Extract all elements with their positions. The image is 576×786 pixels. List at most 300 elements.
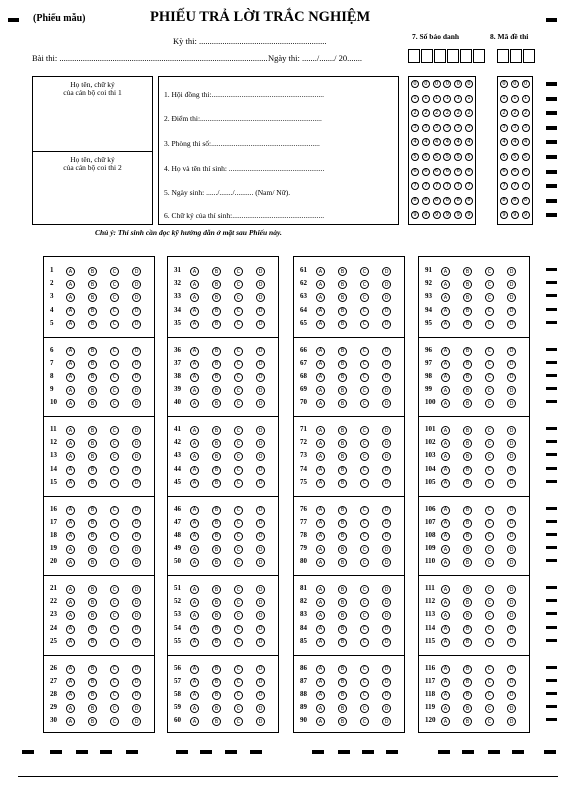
- answer-bubble-a[interactable]: A: [316, 466, 325, 475]
- answer-bubble-a[interactable]: A: [441, 320, 450, 329]
- answer-bubble-b[interactable]: B: [338, 267, 347, 276]
- answer-bubble-d[interactable]: D: [132, 558, 141, 567]
- answer-bubble-c[interactable]: C: [485, 611, 494, 620]
- digit-bubble[interactable]: 5: [422, 153, 430, 161]
- digit-bubble[interactable]: 0: [500, 80, 508, 88]
- answer-bubble-a[interactable]: A: [441, 267, 450, 276]
- answer-bubble-b[interactable]: B: [212, 598, 221, 607]
- answer-bubble-b[interactable]: B: [212, 717, 221, 726]
- answer-bubble-b[interactable]: B: [463, 625, 472, 634]
- digit-bubble[interactable]: 1: [433, 95, 441, 103]
- answer-bubble-a[interactable]: A: [66, 307, 75, 316]
- answer-bubble-a[interactable]: A: [190, 360, 199, 369]
- answer-bubble-d[interactable]: D: [382, 439, 391, 448]
- answer-bubble-a[interactable]: A: [441, 704, 450, 713]
- answer-bubble-d[interactable]: D: [382, 717, 391, 726]
- answer-bubble-b[interactable]: B: [212, 386, 221, 395]
- answer-bubble-c[interactable]: C: [360, 373, 369, 382]
- answer-bubble-c[interactable]: C: [110, 519, 119, 528]
- answer-bubble-b[interactable]: B: [88, 717, 97, 726]
- answer-bubble-a[interactable]: A: [190, 320, 199, 329]
- answer-bubble-a[interactable]: A: [316, 717, 325, 726]
- answer-bubble-a[interactable]: A: [441, 439, 450, 448]
- answer-bubble-d[interactable]: D: [256, 717, 265, 726]
- digit-bubble[interactable]: 5: [511, 153, 519, 161]
- digit-bubble[interactable]: 4: [411, 138, 419, 146]
- answer-bubble-c[interactable]: C: [110, 665, 119, 674]
- digit-bubble[interactable]: 8: [465, 197, 473, 205]
- answer-bubble-a[interactable]: A: [316, 665, 325, 674]
- answer-bubble-c[interactable]: C: [360, 678, 369, 687]
- digit-bubble[interactable]: 3: [511, 124, 519, 132]
- field-room[interactable]: 3. Phòng thi số:..........................................................: [164, 139, 320, 148]
- answer-bubble-a[interactable]: A: [66, 717, 75, 726]
- answer-bubble-a[interactable]: A: [190, 585, 199, 594]
- answer-bubble-d[interactable]: D: [256, 452, 265, 461]
- answer-bubble-b[interactable]: B: [463, 293, 472, 302]
- digit-bubble[interactable]: 6: [443, 168, 451, 176]
- answer-bubble-d[interactable]: D: [507, 360, 516, 369]
- answer-bubble-b[interactable]: B: [463, 280, 472, 289]
- answer-bubble-d[interactable]: D: [132, 625, 141, 634]
- answer-bubble-c[interactable]: C: [110, 466, 119, 475]
- answer-bubble-a[interactable]: A: [441, 585, 450, 594]
- answer-bubble-c[interactable]: C: [110, 638, 119, 647]
- answer-bubble-d[interactable]: D: [507, 399, 516, 408]
- digit-bubble[interactable]: 7: [465, 182, 473, 190]
- candidate-number-boxes[interactable]: [408, 49, 486, 63]
- answer-bubble-d[interactable]: D: [382, 373, 391, 382]
- answer-bubble-d[interactable]: D: [382, 558, 391, 567]
- digit-bubble[interactable]: 7: [411, 182, 419, 190]
- answer-bubble-a[interactable]: A: [441, 466, 450, 475]
- answer-bubble-b[interactable]: B: [338, 625, 347, 634]
- answer-bubble-d[interactable]: D: [132, 532, 141, 541]
- digit-bubble[interactable]: 1: [443, 95, 451, 103]
- answer-bubble-d[interactable]: D: [382, 611, 391, 620]
- answer-bubble-b[interactable]: B: [338, 678, 347, 687]
- digit-bubble[interactable]: 4: [443, 138, 451, 146]
- answer-bubble-d[interactable]: D: [507, 678, 516, 687]
- answer-bubble-c[interactable]: C: [360, 665, 369, 674]
- answer-bubble-c[interactable]: C: [234, 611, 243, 620]
- digit-bubble[interactable]: 7: [422, 182, 430, 190]
- digit-bubble[interactable]: 4: [500, 138, 508, 146]
- answer-bubble-d[interactable]: D: [256, 320, 265, 329]
- answer-bubble-c[interactable]: C: [485, 293, 494, 302]
- answer-bubble-b[interactable]: B: [212, 506, 221, 515]
- answer-bubble-c[interactable]: C: [360, 506, 369, 515]
- answer-bubble-a[interactable]: A: [66, 280, 75, 289]
- answer-bubble-a[interactable]: A: [190, 598, 199, 607]
- digit-bubble[interactable]: 7: [500, 182, 508, 190]
- answer-bubble-c[interactable]: C: [485, 439, 494, 448]
- answer-bubble-d[interactable]: D: [382, 479, 391, 488]
- answer-bubble-b[interactable]: B: [212, 678, 221, 687]
- answer-bubble-d[interactable]: D: [382, 638, 391, 647]
- answer-bubble-d[interactable]: D: [382, 532, 391, 541]
- answer-bubble-b[interactable]: B: [338, 293, 347, 302]
- answer-bubble-c[interactable]: C: [360, 598, 369, 607]
- answer-bubble-b[interactable]: B: [88, 532, 97, 541]
- digit-bubble[interactable]: 7: [522, 182, 530, 190]
- answer-bubble-c[interactable]: C: [110, 267, 119, 276]
- answer-bubble-d[interactable]: D: [382, 360, 391, 369]
- answer-bubble-d[interactable]: D: [507, 320, 516, 329]
- answer-bubble-c[interactable]: C: [485, 532, 494, 541]
- answer-bubble-d[interactable]: D: [507, 267, 516, 276]
- digit-bubble[interactable]: 8: [522, 197, 530, 205]
- answer-bubble-b[interactable]: B: [88, 598, 97, 607]
- field-site[interactable]: 2. Điểm thi:.................................................................: [164, 114, 322, 123]
- answer-bubble-d[interactable]: D: [382, 293, 391, 302]
- answer-bubble-a[interactable]: A: [190, 717, 199, 726]
- answer-bubble-d[interactable]: D: [256, 638, 265, 647]
- answer-bubble-b[interactable]: B: [212, 293, 221, 302]
- answer-bubble-a[interactable]: A: [190, 625, 199, 634]
- answer-bubble-c[interactable]: C: [360, 466, 369, 475]
- answer-bubble-d[interactable]: D: [382, 466, 391, 475]
- answer-bubble-a[interactable]: A: [66, 320, 75, 329]
- answer-bubble-d[interactable]: D: [256, 519, 265, 528]
- digit-bubble[interactable]: 6: [454, 168, 462, 176]
- answer-bubble-c[interactable]: C: [110, 426, 119, 435]
- answer-bubble-c[interactable]: C: [360, 638, 369, 647]
- answer-bubble-d[interactable]: D: [132, 280, 141, 289]
- answer-bubble-b[interactable]: B: [338, 386, 347, 395]
- answer-bubble-b[interactable]: B: [88, 267, 97, 276]
- answer-bubble-d[interactable]: D: [382, 426, 391, 435]
- answer-bubble-a[interactable]: A: [66, 479, 75, 488]
- digit-bubble[interactable]: 0: [465, 80, 473, 88]
- answer-bubble-a[interactable]: A: [190, 439, 199, 448]
- answer-bubble-d[interactable]: D: [256, 347, 265, 356]
- answer-bubble-a[interactable]: A: [441, 506, 450, 515]
- answer-bubble-d[interactable]: D: [507, 506, 516, 515]
- answer-bubble-c[interactable]: C: [110, 386, 119, 395]
- answer-bubble-a[interactable]: A: [441, 426, 450, 435]
- answer-bubble-b[interactable]: B: [88, 307, 97, 316]
- answer-bubble-b[interactable]: B: [463, 307, 472, 316]
- answer-bubble-a[interactable]: A: [316, 452, 325, 461]
- answer-bubble-d[interactable]: D: [256, 506, 265, 515]
- answer-bubble-a[interactable]: A: [190, 665, 199, 674]
- answer-bubble-b[interactable]: B: [88, 466, 97, 475]
- digit-bubble[interactable]: 6: [522, 168, 530, 176]
- answer-bubble-c[interactable]: C: [485, 625, 494, 634]
- answer-bubble-d[interactable]: D: [256, 611, 265, 620]
- answer-bubble-a[interactable]: A: [66, 267, 75, 276]
- digit-bubble[interactable]: 8: [433, 197, 441, 205]
- answer-bubble-d[interactable]: D: [132, 466, 141, 475]
- answer-bubble-b[interactable]: B: [212, 704, 221, 713]
- answer-bubble-a[interactable]: A: [66, 545, 75, 554]
- answer-bubble-b[interactable]: B: [88, 625, 97, 634]
- answer-bubble-b[interactable]: B: [212, 558, 221, 567]
- answer-bubble-a[interactable]: A: [441, 598, 450, 607]
- answer-bubble-c[interactable]: C: [485, 320, 494, 329]
- answer-bubble-c[interactable]: C: [110, 360, 119, 369]
- answer-bubble-a[interactable]: A: [316, 360, 325, 369]
- answer-bubble-c[interactable]: C: [360, 360, 369, 369]
- answer-bubble-d[interactable]: D: [256, 678, 265, 687]
- answer-bubble-c[interactable]: C: [485, 545, 494, 554]
- answer-bubble-a[interactable]: A: [316, 585, 325, 594]
- answer-bubble-b[interactable]: B: [338, 558, 347, 567]
- digit-bubble[interactable]: 2: [511, 109, 519, 117]
- answer-bubble-a[interactable]: A: [316, 426, 325, 435]
- answer-bubble-d[interactable]: D: [132, 386, 141, 395]
- answer-bubble-b[interactable]: B: [463, 665, 472, 674]
- answer-bubble-b[interactable]: B: [338, 717, 347, 726]
- answer-bubble-d[interactable]: D: [507, 625, 516, 634]
- answer-bubble-a[interactable]: A: [66, 532, 75, 541]
- answer-bubble-b[interactable]: B: [88, 585, 97, 594]
- answer-bubble-d[interactable]: D: [507, 519, 516, 528]
- answer-bubble-c[interactable]: C: [485, 360, 494, 369]
- answer-bubble-c[interactable]: C: [234, 665, 243, 674]
- test-code-boxes[interactable]: [497, 49, 536, 63]
- answer-bubble-b[interactable]: B: [212, 545, 221, 554]
- answer-bubble-c[interactable]: C: [110, 506, 119, 515]
- answer-bubble-a[interactable]: A: [441, 399, 450, 408]
- answer-bubble-a[interactable]: A: [316, 704, 325, 713]
- answer-bubble-d[interactable]: D: [256, 665, 265, 674]
- answer-bubble-d[interactable]: D: [256, 466, 265, 475]
- answer-bubble-c[interactable]: C: [485, 479, 494, 488]
- answer-bubble-b[interactable]: B: [338, 320, 347, 329]
- answer-bubble-a[interactable]: A: [190, 691, 199, 700]
- answer-bubble-b[interactable]: B: [463, 545, 472, 554]
- answer-bubble-a[interactable]: A: [316, 267, 325, 276]
- answer-bubble-a[interactable]: A: [190, 386, 199, 395]
- answer-bubble-d[interactable]: D: [507, 691, 516, 700]
- answer-bubble-d[interactable]: D: [507, 293, 516, 302]
- answer-bubble-b[interactable]: B: [463, 532, 472, 541]
- answer-bubble-a[interactable]: A: [441, 611, 450, 620]
- digit-bubble[interactable]: 0: [422, 80, 430, 88]
- answer-bubble-c[interactable]: C: [485, 452, 494, 461]
- answer-bubble-a[interactable]: A: [66, 439, 75, 448]
- answer-bubble-c[interactable]: C: [485, 717, 494, 726]
- answer-bubble-a[interactable]: A: [66, 360, 75, 369]
- answer-bubble-d[interactable]: D: [507, 558, 516, 567]
- answer-bubble-d[interactable]: D: [256, 704, 265, 713]
- field-birthdate[interactable]: 5. Ngày sinh: ....../......./.......... (Nam/ Nữ).: [164, 188, 291, 197]
- answer-bubble-d[interactable]: D: [382, 267, 391, 276]
- digit-bubble[interactable]: 8: [411, 197, 419, 205]
- answer-bubble-b[interactable]: B: [88, 386, 97, 395]
- answer-bubble-d[interactable]: D: [256, 386, 265, 395]
- answer-bubble-d[interactable]: D: [256, 373, 265, 382]
- answer-bubble-a[interactable]: A: [190, 506, 199, 515]
- digit-bubble[interactable]: 9: [465, 211, 473, 219]
- answer-bubble-a[interactable]: A: [316, 611, 325, 620]
- answer-bubble-c[interactable]: C: [360, 439, 369, 448]
- answer-bubble-a[interactable]: A: [441, 717, 450, 726]
- answer-bubble-a[interactable]: A: [190, 267, 199, 276]
- answer-bubble-c[interactable]: C: [485, 399, 494, 408]
- field-council[interactable]: 1. Hội đồng thi:............................................................: [164, 90, 325, 99]
- answer-bubble-b[interactable]: B: [88, 558, 97, 567]
- answer-bubble-b[interactable]: B: [338, 585, 347, 594]
- digit-bubble[interactable]: 0: [443, 80, 451, 88]
- digit-bubble[interactable]: 1: [422, 95, 430, 103]
- digit-bubble[interactable]: 8: [454, 197, 462, 205]
- digit-bubble[interactable]: 2: [443, 109, 451, 117]
- answer-bubble-c[interactable]: C: [360, 293, 369, 302]
- answer-bubble-a[interactable]: A: [66, 519, 75, 528]
- answer-bubble-d[interactable]: D: [507, 717, 516, 726]
- answer-bubble-c[interactable]: C: [234, 452, 243, 461]
- answer-bubble-c[interactable]: C: [234, 479, 243, 488]
- answer-bubble-b[interactable]: B: [338, 307, 347, 316]
- answer-bubble-b[interactable]: B: [338, 439, 347, 448]
- answer-bubble-d[interactable]: D: [382, 598, 391, 607]
- answer-bubble-a[interactable]: A: [316, 280, 325, 289]
- digit-bubble[interactable]: 4: [511, 138, 519, 146]
- answer-bubble-d[interactable]: D: [382, 280, 391, 289]
- answer-bubble-a[interactable]: A: [441, 373, 450, 382]
- answer-bubble-c[interactable]: C: [360, 280, 369, 289]
- answer-bubble-b[interactable]: B: [463, 426, 472, 435]
- answer-bubble-d[interactable]: D: [507, 585, 516, 594]
- answer-bubble-c[interactable]: C: [485, 506, 494, 515]
- answer-bubble-a[interactable]: A: [316, 691, 325, 700]
- answer-bubble-d[interactable]: D: [132, 320, 141, 329]
- answer-bubble-a[interactable]: A: [441, 625, 450, 634]
- answer-bubble-b[interactable]: B: [212, 452, 221, 461]
- answer-bubble-c[interactable]: C: [485, 386, 494, 395]
- answer-bubble-d[interactable]: D: [382, 625, 391, 634]
- digit-bubble[interactable]: 3: [500, 124, 508, 132]
- answer-bubble-a[interactable]: A: [316, 598, 325, 607]
- digit-bubble[interactable]: 8: [422, 197, 430, 205]
- answer-bubble-d[interactable]: D: [256, 545, 265, 554]
- digit-bubble[interactable]: 4: [522, 138, 530, 146]
- answer-bubble-a[interactable]: A: [316, 532, 325, 541]
- answer-bubble-b[interactable]: B: [463, 267, 472, 276]
- answer-bubble-b[interactable]: B: [463, 399, 472, 408]
- answer-bubble-b[interactable]: B: [88, 545, 97, 554]
- answer-bubble-c[interactable]: C: [234, 426, 243, 435]
- answer-bubble-c[interactable]: C: [110, 691, 119, 700]
- answer-bubble-a[interactable]: A: [316, 545, 325, 554]
- answer-bubble-d[interactable]: D: [132, 267, 141, 276]
- answer-bubble-a[interactable]: A: [66, 426, 75, 435]
- answer-bubble-c[interactable]: C: [485, 638, 494, 647]
- answer-bubble-c[interactable]: C: [485, 665, 494, 674]
- answer-bubble-c[interactable]: C: [360, 691, 369, 700]
- answer-bubble-b[interactable]: B: [212, 399, 221, 408]
- answer-bubble-a[interactable]: A: [441, 280, 450, 289]
- digit-bubble[interactable]: 2: [465, 109, 473, 117]
- answer-bubble-a[interactable]: A: [316, 399, 325, 408]
- answer-bubble-d[interactable]: D: [256, 585, 265, 594]
- digit-bubble[interactable]: 3: [522, 124, 530, 132]
- answer-bubble-d[interactable]: D: [256, 267, 265, 276]
- answer-bubble-b[interactable]: B: [212, 466, 221, 475]
- answer-bubble-b[interactable]: B: [463, 611, 472, 620]
- digit-bubble[interactable]: 5: [465, 153, 473, 161]
- digit-bubble[interactable]: 5: [454, 153, 462, 161]
- answer-bubble-d[interactable]: D: [256, 399, 265, 408]
- digit-bubble[interactable]: 9: [433, 211, 441, 219]
- answer-bubble-c[interactable]: C: [234, 399, 243, 408]
- answer-bubble-b[interactable]: B: [212, 426, 221, 435]
- digit-bubble[interactable]: 7: [443, 182, 451, 190]
- answer-bubble-c[interactable]: C: [485, 558, 494, 567]
- digit-bubble[interactable]: 7: [433, 182, 441, 190]
- answer-bubble-c[interactable]: C: [234, 598, 243, 607]
- answer-bubble-c[interactable]: C: [360, 267, 369, 276]
- digit-bubble[interactable]: 2: [454, 109, 462, 117]
- digit-bubble[interactable]: 0: [522, 80, 530, 88]
- digit-bubble[interactable]: 6: [433, 168, 441, 176]
- answer-bubble-d[interactable]: D: [507, 386, 516, 395]
- answer-bubble-a[interactable]: A: [66, 598, 75, 607]
- answer-bubble-d[interactable]: D: [256, 293, 265, 302]
- answer-bubble-d[interactable]: D: [507, 665, 516, 674]
- answer-bubble-b[interactable]: B: [338, 506, 347, 515]
- answer-bubble-d[interactable]: D: [507, 466, 516, 475]
- digit-bubble[interactable]: 0: [411, 80, 419, 88]
- answer-bubble-b[interactable]: B: [88, 611, 97, 620]
- answer-bubble-a[interactable]: A: [66, 293, 75, 302]
- answer-bubble-b[interactable]: B: [463, 452, 472, 461]
- answer-bubble-d[interactable]: D: [132, 347, 141, 356]
- digit-bubble[interactable]: 9: [443, 211, 451, 219]
- answer-bubble-d[interactable]: D: [132, 373, 141, 382]
- answer-bubble-d[interactable]: D: [507, 638, 516, 647]
- digit-bubble[interactable]: 5: [522, 153, 530, 161]
- answer-bubble-a[interactable]: A: [190, 373, 199, 382]
- digit-bubble[interactable]: 4: [454, 138, 462, 146]
- answer-bubble-b[interactable]: B: [338, 598, 347, 607]
- answer-bubble-b[interactable]: B: [338, 479, 347, 488]
- answer-bubble-a[interactable]: A: [66, 452, 75, 461]
- answer-bubble-d[interactable]: D: [507, 373, 516, 382]
- answer-bubble-a[interactable]: A: [441, 307, 450, 316]
- answer-bubble-a[interactable]: A: [441, 691, 450, 700]
- answer-bubble-d[interactable]: D: [132, 506, 141, 515]
- answer-bubble-c[interactable]: C: [110, 307, 119, 316]
- answer-bubble-c[interactable]: C: [485, 280, 494, 289]
- answer-bubble-c[interactable]: C: [234, 466, 243, 475]
- digit-bubble[interactable]: 3: [454, 124, 462, 132]
- digit-bubble[interactable]: 1: [511, 95, 519, 103]
- digit-bubble[interactable]: 1: [411, 95, 419, 103]
- answer-bubble-b[interactable]: B: [338, 399, 347, 408]
- digit-bubble[interactable]: 3: [443, 124, 451, 132]
- answer-bubble-b[interactable]: B: [338, 704, 347, 713]
- answer-bubble-b[interactable]: B: [338, 611, 347, 620]
- answer-bubble-b[interactable]: B: [88, 439, 97, 448]
- answer-bubble-c[interactable]: C: [110, 373, 119, 382]
- answer-bubble-b[interactable]: B: [463, 347, 472, 356]
- answer-bubble-b[interactable]: B: [338, 347, 347, 356]
- answer-bubble-d[interactable]: D: [132, 598, 141, 607]
- digit-bubble[interactable]: 5: [443, 153, 451, 161]
- answer-bubble-b[interactable]: B: [338, 373, 347, 382]
- answer-bubble-b[interactable]: B: [88, 665, 97, 674]
- answer-bubble-c[interactable]: C: [485, 307, 494, 316]
- answer-bubble-a[interactable]: A: [66, 638, 75, 647]
- answer-bubble-a[interactable]: A: [190, 558, 199, 567]
- answer-bubble-a[interactable]: A: [316, 307, 325, 316]
- answer-bubble-d[interactable]: D: [132, 293, 141, 302]
- answer-bubble-c[interactable]: C: [360, 347, 369, 356]
